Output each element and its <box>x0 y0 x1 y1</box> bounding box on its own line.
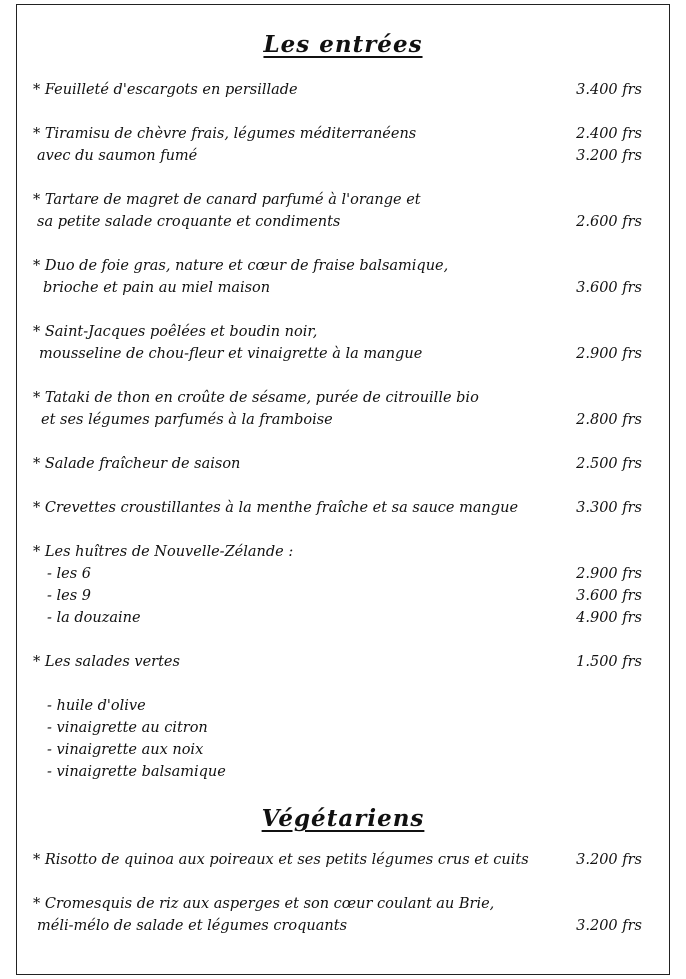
menu-item-tartare-line2 <box>17 211 669 233</box>
item-text: et ses légumes parfumés à la framboise <box>41 412 333 428</box>
menu-item-tartare <box>17 189 669 211</box>
item-price: 2.600 frs <box>576 214 642 230</box>
menu-item-foie-gras <box>17 255 669 277</box>
huitres-option <box>17 607 669 629</box>
item-text: mousseline de chou-fleur et vinaigrette à la mangue <box>39 346 423 362</box>
item-price: 3.600 frs <box>576 588 642 604</box>
item-text: avec du saumon fumé <box>37 148 198 164</box>
menu-item-salade-fraicheur <box>17 453 669 475</box>
menu-item-cromesquis-line2 <box>17 915 669 937</box>
item-text: sa petite salade croquante et condiments <box>37 214 341 230</box>
menu-item-salades-vertes <box>17 651 669 673</box>
item-price: 3.200 frs <box>576 852 642 868</box>
item-price: 3.400 frs <box>576 82 642 98</box>
menu-item-tiramisu <box>17 123 669 145</box>
item-text: * Les salades vertes <box>33 654 180 670</box>
item-text: * Saint-Jacques poêlées et boudin noir, <box>33 324 318 340</box>
dressing-option <box>17 761 669 783</box>
option-label: - vinaigrette balsamique <box>47 764 226 780</box>
item-price: 2.900 frs <box>576 566 642 582</box>
item-price: 3.200 frs <box>576 148 642 164</box>
menu-item-saint-jacques <box>17 321 669 343</box>
item-text: brioche et pain au miel maison <box>43 280 271 296</box>
item-price: 2.500 frs <box>576 456 642 472</box>
menu-item-feuillete <box>17 79 669 101</box>
item-text: * Crevettes croustillantes à la menthe fraîche et sa sauce mangue <box>33 500 519 516</box>
menu-item-cromesquis <box>17 893 669 915</box>
menu-item-risotto <box>17 849 669 871</box>
item-price: 1.500 frs <box>576 654 642 670</box>
menu-item-tiramisu-line2 <box>17 145 669 167</box>
item-price: 4.900 frs <box>576 610 642 626</box>
item-text: méli-mélo de salade et légumes croquants <box>37 918 348 934</box>
option-label: - vinaigrette aux noix <box>47 742 204 758</box>
option-label: - les 9 <box>47 588 92 604</box>
option-label: - la douzaine <box>47 610 141 626</box>
item-text: * Tataki de thon en croûte de sésame, purée de citrouille bio <box>33 390 479 406</box>
heading-vegetariens: Végétariens <box>261 805 425 832</box>
menu-item-huitres <box>17 541 669 563</box>
item-text: * Les huîtres de Nouvelle-Zélande : <box>33 544 294 560</box>
huitres-option <box>17 585 669 607</box>
menu-item-tataki <box>17 387 669 409</box>
item-text: * Feuilleté d'escargots en persillade <box>33 82 298 98</box>
dressing-option <box>17 739 669 761</box>
item-price: 2.900 frs <box>576 346 642 362</box>
menu-item-saint-jacques-line2 <box>17 343 669 365</box>
item-text: * Duo de foie gras, nature et cœur de fraise balsamique, <box>33 258 449 274</box>
huitres-option <box>17 563 669 585</box>
menu-page <box>16 4 670 975</box>
dressing-option <box>17 695 669 717</box>
item-price: 2.400 frs <box>576 126 642 142</box>
item-text: * Salade fraîcheur de saison <box>33 456 241 472</box>
option-label: - huile d'olive <box>47 698 146 714</box>
menu-item-tataki-line2 <box>17 409 669 431</box>
item-price: 3.300 frs <box>576 500 642 516</box>
item-text: * Cromesquis de riz aux asperges et son cœur coulant au Brie, <box>33 896 495 912</box>
dressing-option <box>17 717 669 739</box>
heading-entrees: Les entrées <box>263 31 423 58</box>
menu-item-foie-gras-line2 <box>17 277 669 299</box>
item-text: * Tartare de magret de canard parfumé à l'orange et <box>33 192 421 208</box>
menu-item-crevettes <box>17 497 669 519</box>
item-price: 2.800 frs <box>576 412 642 428</box>
item-price: 3.600 frs <box>576 280 642 296</box>
item-text: * Tiramisu de chèvre frais, légumes méditerranéens <box>33 126 417 142</box>
option-label: - les 6 <box>47 566 92 582</box>
item-price: 3.200 frs <box>576 918 642 934</box>
option-label: - vinaigrette au citron <box>47 720 208 736</box>
item-text: * Risotto de quinoa aux poireaux et ses petits légumes crus et cuits <box>33 852 529 868</box>
